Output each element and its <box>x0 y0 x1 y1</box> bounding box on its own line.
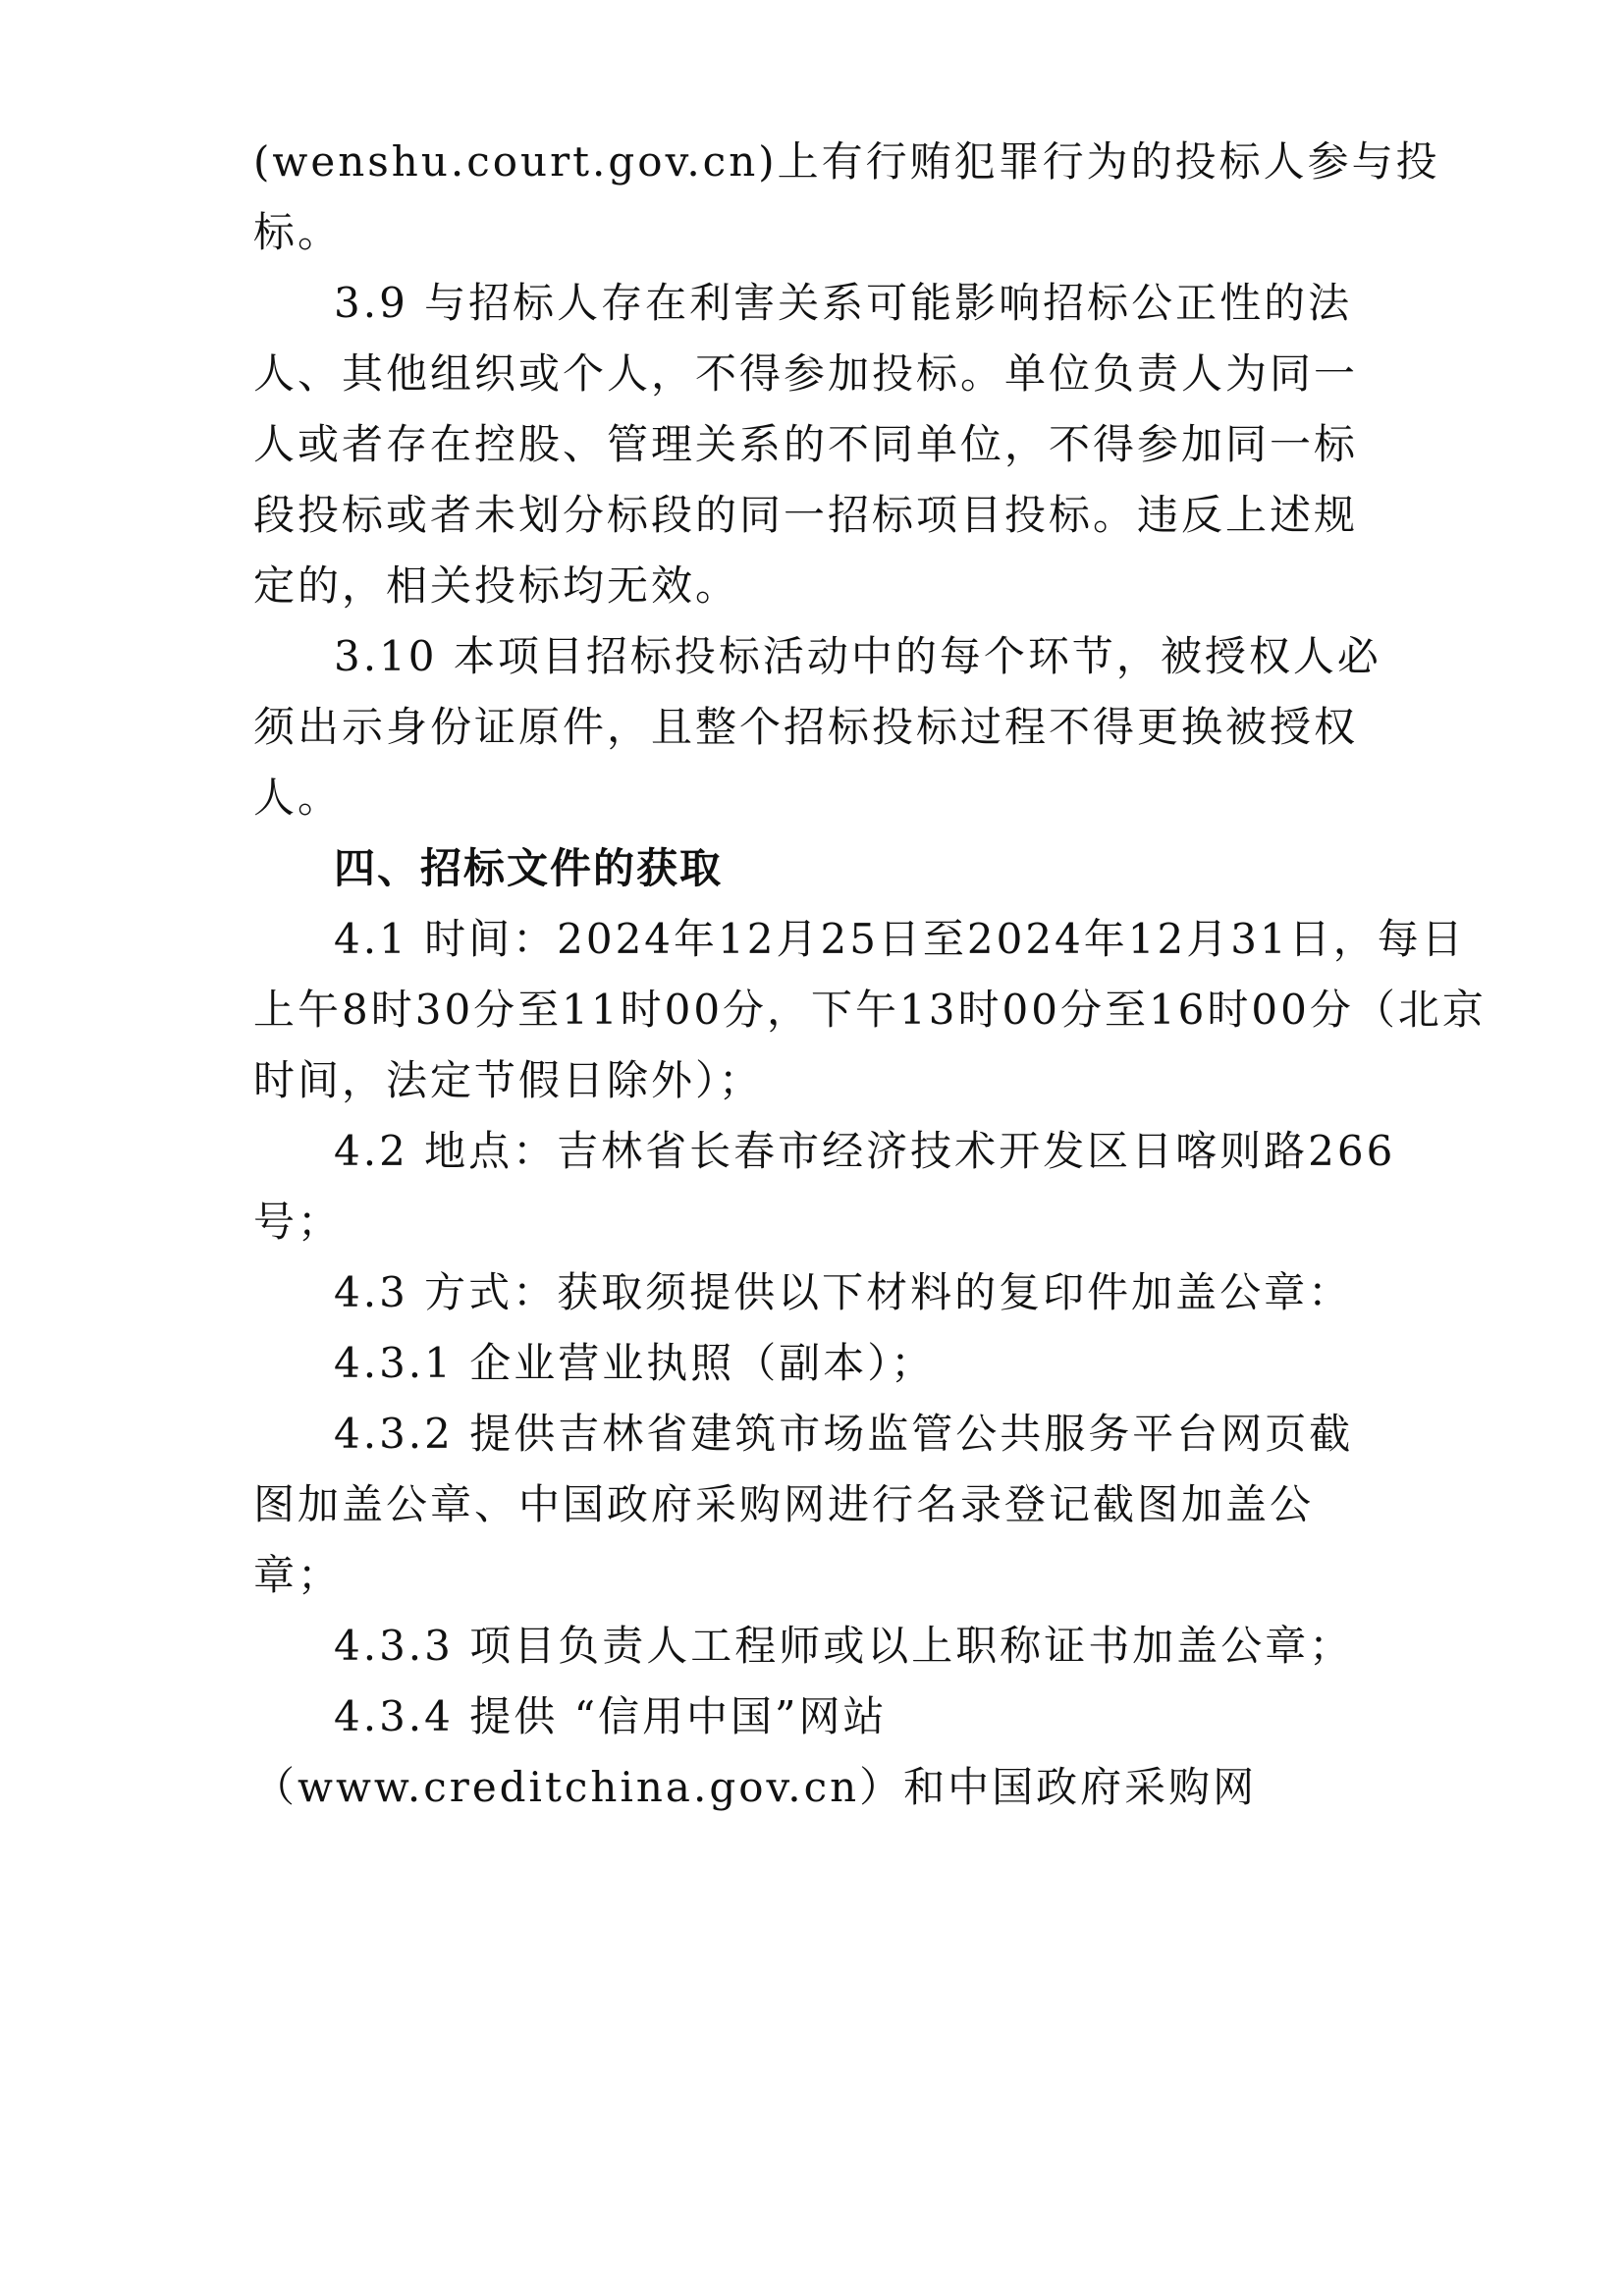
clause-3-9-line: 段投标或者未划分标段的同一招标项目投标。违反上述规 <box>253 491 1359 539</box>
clause-4-1-line: 上午8时30分至11时00分，下午13时00分至16时00分（北京 <box>253 986 1487 1034</box>
clause-4-3-2-line: 章； <box>253 1551 343 1599</box>
clause-4-3-2-line: 图加盖公章、中国政府采购网进行名录登记截图加盖公 <box>253 1480 1315 1528</box>
clause-3-9-line: 人或者存在控股、管理关系的不同单位，不得参加同一标 <box>253 420 1359 468</box>
clause-4-3-line: 4.3 方式：获取须提供以下材料的复印件加盖公章： <box>334 1268 1353 1316</box>
section-heading-4: 四、招标文件的获取 <box>334 844 724 892</box>
clause-3-10-line: 须出示身份证原件，且整个招标投标过程不得更换被授权 <box>253 703 1359 751</box>
clause-4-3-4-line: 4.3.4 提供 “信用中国”网站 <box>334 1692 888 1740</box>
clause-3-10-line: 3.10 本项目招标投标活动中的每个环节，被授权人必 <box>334 632 1381 680</box>
text-line-continuation: 标。 <box>253 208 343 256</box>
clause-4-2-line: 4.2 地点：吉林省长春市经济技术开发区日喀则路266 <box>334 1127 1396 1175</box>
clause-3-9-line: 定的，相关投标均无效。 <box>253 561 740 610</box>
clause-4-2-line: 号； <box>253 1198 343 1246</box>
clause-4-3-3-line: 4.3.3 项目负责人工程师或以上职称证书加盖公章； <box>334 1622 1354 1670</box>
clause-4-3-4-line: （www.creditchina.gov.cn）和中国政府采购网 <box>253 1763 1258 1811</box>
clause-4-1-line: 时间，法定节假日除外）； <box>253 1056 764 1104</box>
clause-4-3-2-line: 4.3.2 提供吉林省建筑市场监管公共服务平台网页截 <box>334 1410 1354 1458</box>
clause-3-10-line: 人。 <box>253 774 343 822</box>
clause-3-9-line: 人、其他组织或个人，不得参加投标。单位负责人为同一 <box>253 349 1359 398</box>
text-line-continuation-wenshu: (wenshu.court.gov.cn)上有行贿犯罪行为的投标人参与投 <box>253 137 1440 186</box>
clause-4-3-1-line: 4.3.1 企业营业执照（副本）； <box>334 1339 936 1387</box>
clause-4-1-line: 4.1 时间：2024年12月25日至2024年12月31日，每日 <box>334 915 1466 963</box>
clause-3-9-line: 3.9 与招标人存在利害关系可能影响招标公正性的法 <box>334 279 1353 327</box>
